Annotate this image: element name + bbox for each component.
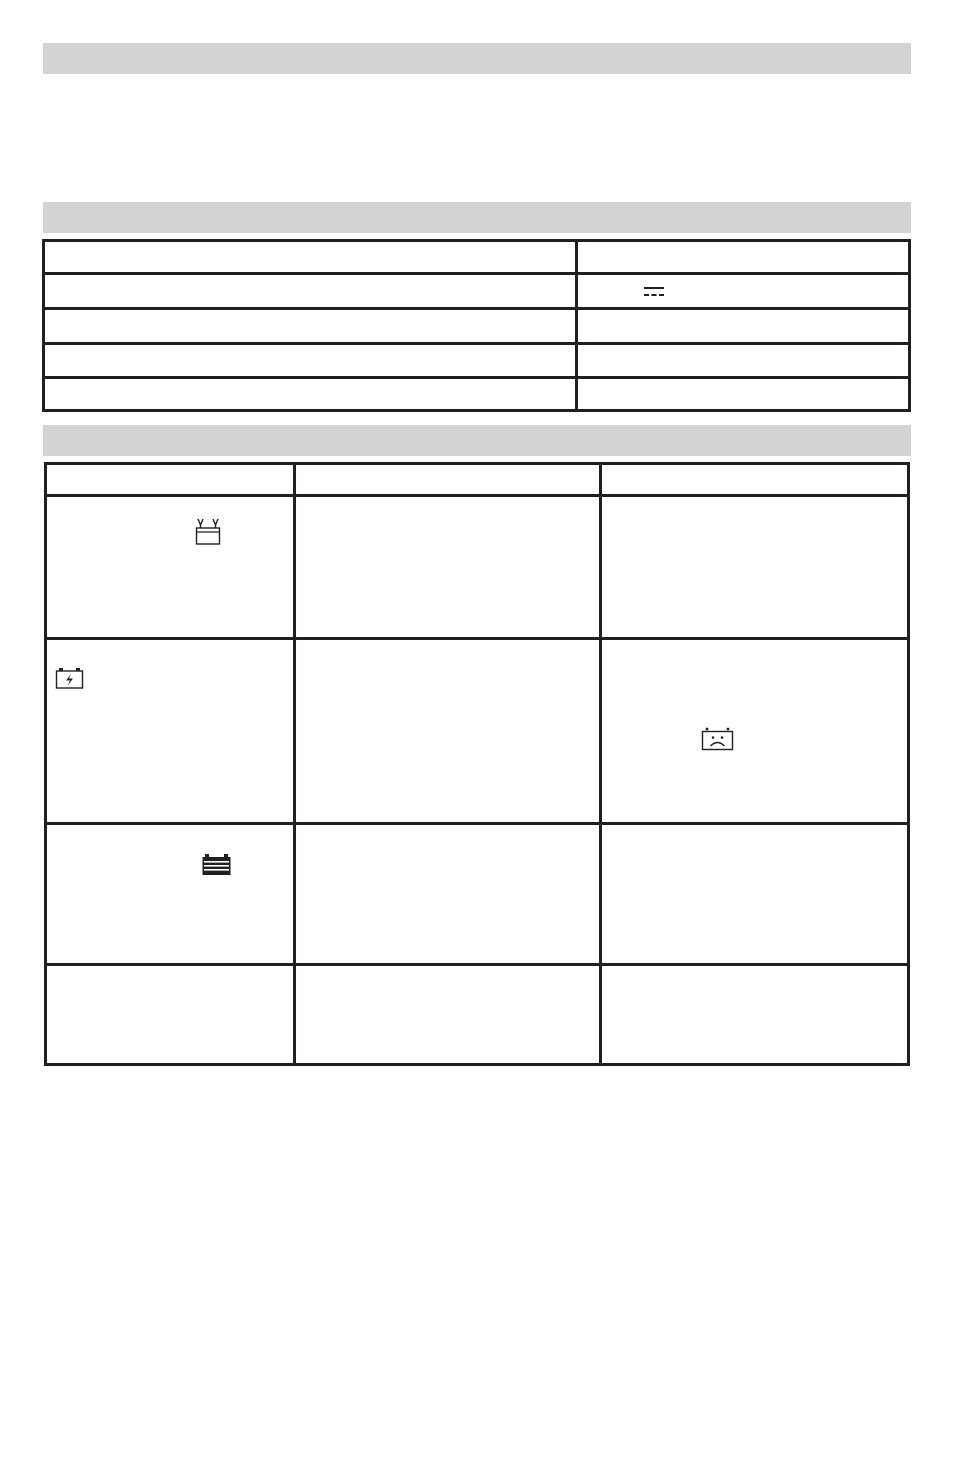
spec-table-row-divider-3 xyxy=(42,342,911,345)
battery-charging-icon xyxy=(55,666,84,689)
battery-fault-face-icon xyxy=(701,727,734,751)
trouble-table-column-divider-2 xyxy=(599,462,602,1066)
battery-full-icon xyxy=(201,853,232,876)
trouble-table-row-divider-2 xyxy=(44,822,910,825)
spec-table-column-divider xyxy=(575,239,578,412)
section-band-1 xyxy=(43,43,911,74)
section-band-3 xyxy=(43,425,911,456)
trouble-table-row-divider-1 xyxy=(44,637,910,640)
spec-table-row-divider-4 xyxy=(42,376,911,379)
trouble-table-row-divider-3 xyxy=(44,963,910,966)
battery-clamps-icon xyxy=(194,517,222,546)
trouble-table-header-divider xyxy=(44,494,910,497)
dc-symbol-icon xyxy=(643,286,665,298)
trouble-table-column-divider-1 xyxy=(293,462,296,1066)
spec-table xyxy=(42,239,911,412)
spec-table-row-divider-2 xyxy=(42,307,911,310)
trouble-table xyxy=(44,462,910,1066)
spec-table-row-divider-1 xyxy=(42,272,911,275)
section-band-2 xyxy=(43,202,911,233)
